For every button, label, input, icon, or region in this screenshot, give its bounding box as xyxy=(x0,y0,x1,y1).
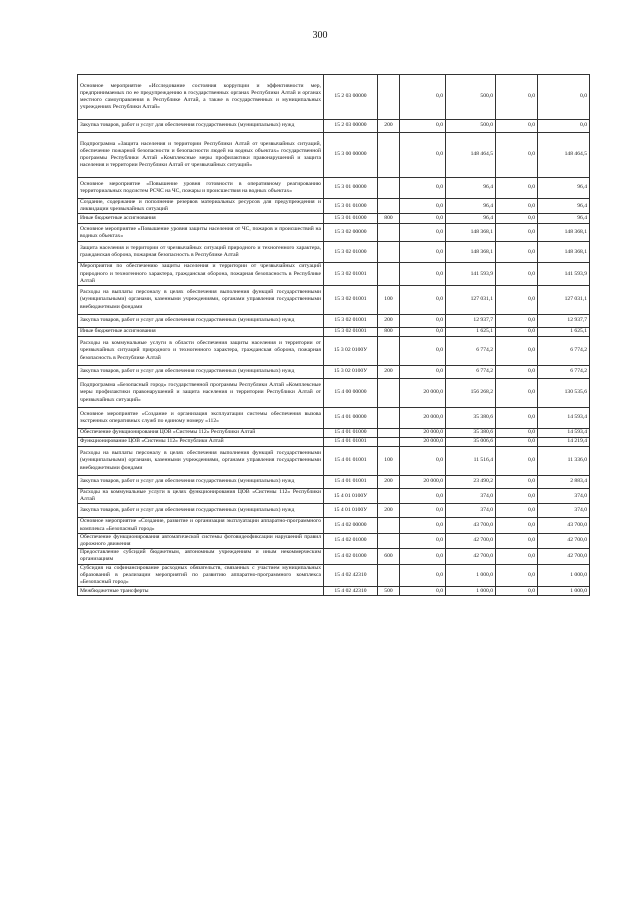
row-amount-1: 0,0 xyxy=(400,447,446,476)
row-amount-4: 141 593,9 xyxy=(538,263,590,286)
row-expense-type xyxy=(378,533,400,548)
row-amount-1: 0,0 xyxy=(400,242,446,263)
row-amount-3: 0,0 xyxy=(496,366,538,379)
row-expense-type xyxy=(378,242,400,263)
row-amount-2: 148 368,1 xyxy=(446,242,496,263)
row-name: Иные бюджетные ассигнования xyxy=(78,328,324,337)
row-amount-1: 0,0 xyxy=(400,178,446,199)
row-amount-3: 0,0 xyxy=(496,504,538,518)
row-amount-1: 0,0 xyxy=(400,199,446,214)
row-amount-1: 0,0 xyxy=(400,224,446,242)
row-amount-4: 1 625,1 xyxy=(538,328,590,337)
row-name: Закупка товаров, работ и услуг для обеспечения государственных (муниципальных) нужд xyxy=(78,476,324,489)
row-amount-2: 35 380,6 xyxy=(446,429,496,438)
table-row xyxy=(78,328,590,337)
row-amount-4: 0,0 xyxy=(538,120,590,133)
row-code: 15 3 02 01001 xyxy=(324,263,378,286)
row-expense-type: 200 xyxy=(378,120,400,133)
row-amount-3: 0,0 xyxy=(496,224,538,242)
row-amount-2: 148 464,5 xyxy=(446,133,496,178)
row-name: Функционирование ЦОВ «Системы 112» Республики Алтай xyxy=(78,438,324,447)
row-name: Основное мероприятие «Повышение уровня защиты населения от ЧС, пожаров и происшествий на водных объектах» xyxy=(78,224,324,242)
row-name: Основное мероприятие «Создание, развитие и организация эксплуатации аппаратно-программного комплекса «Безопасный город» xyxy=(78,518,324,533)
row-amount-4: 148 368,1 xyxy=(538,224,590,242)
row-amount-4: 96,4 xyxy=(538,199,590,214)
row-code: 15 4 02 01000 xyxy=(324,533,378,548)
table-row xyxy=(78,504,590,518)
row-amount-3: 0,0 xyxy=(496,447,538,476)
table-row xyxy=(78,286,590,315)
row-code: 15 4 01 01001 xyxy=(324,438,378,447)
row-amount-1: 0,0 xyxy=(400,328,446,337)
table-row xyxy=(78,199,590,214)
row-amount-3: 0,0 xyxy=(496,315,538,328)
row-amount-2: 374,0 xyxy=(446,489,496,504)
row-amount-3: 0,0 xyxy=(496,242,538,263)
row-amount-2: 1 000,0 xyxy=(446,564,496,587)
row-expense-type: 800 xyxy=(378,214,400,224)
row-name: Основное мероприятие «Исследование состояния коррупции и эффективности мер, предпринимаемых по ее предупреждению в государственных органах Республики Алтай и органах местного самоуправления в Республике Алтай, а также в государственных и муниципальных учреждениях Республики Алтай» xyxy=(78,75,324,120)
row-name: Создание, содержание и пополнение резервов материальных ресурсов для предупреждения и ликвидации чрезвычайных ситуаций xyxy=(78,199,324,214)
row-amount-1: 0,0 xyxy=(400,263,446,286)
row-amount-4: 1 000,0 xyxy=(538,564,590,587)
row-amount-3: 0,0 xyxy=(496,286,538,315)
row-code: 15 3 02 00000 xyxy=(324,224,378,242)
row-amount-1: 0,0 xyxy=(400,533,446,548)
table-row xyxy=(78,178,590,199)
row-expense-type: 800 xyxy=(378,328,400,337)
row-amount-2: 96,4 xyxy=(446,178,496,199)
row-amount-3: 0,0 xyxy=(496,429,538,438)
table-row xyxy=(78,242,590,263)
row-expense-type xyxy=(378,337,400,366)
row-name: Обеспечение функционирования ЦОВ «Системы 112» Республики Алтай xyxy=(78,429,324,438)
row-amount-2: 42 700,0 xyxy=(446,533,496,548)
row-amount-1: 0,0 xyxy=(400,504,446,518)
row-name: Закупка товаров, работ и услуг для обеспечения государственных (муниципальных) нужд xyxy=(78,315,324,328)
table-row xyxy=(78,408,590,429)
row-amount-4: 130 535,6 xyxy=(538,379,590,408)
row-amount-2: 35 380,6 xyxy=(446,408,496,429)
row-code: 15 4 01 01001 xyxy=(324,476,378,489)
row-name: Обеспечение функционирования автоматической системы фотовидеофиксации нарушений правил дорожного движения xyxy=(78,533,324,548)
row-name: Предоставление субсидий бюджетным, автономным учреждениям и иным некоммерческим организациям xyxy=(78,549,324,564)
row-amount-3: 0,0 xyxy=(496,549,538,564)
row-amount-2: 141 593,9 xyxy=(446,263,496,286)
row-amount-3: 0,0 xyxy=(496,533,538,548)
table-row xyxy=(78,133,590,178)
row-name: Подпрограмма «Защита населения и территории Республики Алтай от чрезвычайных ситуаций, обеспечение пожарной безопасности и безопасности людей на водных объектах» государственной программы Республики Алтай «Комплексные меры профилактики правонарушений и защита населения и территории Республики Алтай от чрезвычайных ситуаций» xyxy=(78,133,324,178)
row-code: 15 2 03 00000 xyxy=(324,120,378,133)
row-code: 15 4 01 01001 xyxy=(324,447,378,476)
row-amount-2: 374,0 xyxy=(446,504,496,518)
row-amount-3: 0,0 xyxy=(496,178,538,199)
row-expense-type xyxy=(378,408,400,429)
row-name: Основное мероприятие «Создание и организация эксплуатации системы обеспечения вызова экстренных оперативных служб по единому номеру «112» xyxy=(78,408,324,429)
row-code: 15 2 03 00000 xyxy=(324,75,378,120)
row-code: 15 3 02 0100У xyxy=(324,337,378,366)
row-code: 15 4 02 00000 xyxy=(324,518,378,533)
row-amount-4: 96,4 xyxy=(538,214,590,224)
row-amount-3: 0,0 xyxy=(496,75,538,120)
row-expense-type xyxy=(378,379,400,408)
row-code: 15 3 01 01000 xyxy=(324,199,378,214)
row-expense-type: 600 xyxy=(378,549,400,564)
row-amount-4: 14 219,4 xyxy=(538,438,590,447)
row-amount-1: 20 000,0 xyxy=(400,429,446,438)
row-name: Закупка товаров, работ и услуг для обеспечения государственных (муниципальных) нужд xyxy=(78,366,324,379)
row-code: 15 4 01 0100У xyxy=(324,489,378,504)
row-expense-type: 200 xyxy=(378,315,400,328)
row-amount-2: 6 774,2 xyxy=(446,337,496,366)
row-amount-1: 20 000,0 xyxy=(400,476,446,489)
row-name: Закупка товаров, работ и услуг для обеспечения государственных (муниципальных) нужд xyxy=(78,504,324,518)
table-row xyxy=(78,489,590,504)
table-row xyxy=(78,564,590,587)
table-row xyxy=(78,75,590,120)
row-amount-1: 0,0 xyxy=(400,587,446,596)
row-amount-4: 43 700,0 xyxy=(538,518,590,533)
table-row xyxy=(78,214,590,224)
table-row xyxy=(78,224,590,242)
row-code: 15 3 00 00000 xyxy=(324,133,378,178)
row-amount-1: 20 000,0 xyxy=(400,408,446,429)
row-amount-1: 0,0 xyxy=(400,564,446,587)
row-name: Расходы на коммунальные услуги в целях функционирования ЦОВ «Системы 112» Республики Алтай xyxy=(78,489,324,504)
row-amount-1: 0,0 xyxy=(400,337,446,366)
table-row xyxy=(78,587,590,596)
row-code: 15 3 02 0100У xyxy=(324,366,378,379)
row-amount-2: 156 268,2 xyxy=(446,379,496,408)
budget-table xyxy=(77,74,590,596)
row-expense-type xyxy=(378,75,400,120)
row-name: Подпрограмма «Безопасный город» государственной программы Республики Алтай «Комплексные меры профилактики правонарушений и защита населения и территории Республики Алтай от чрезвычайных ситуаций» xyxy=(78,379,324,408)
row-expense-type xyxy=(378,133,400,178)
row-amount-4: 42 700,0 xyxy=(538,549,590,564)
row-expense-type: 200 xyxy=(378,504,400,518)
row-code: 15 3 02 01001 xyxy=(324,315,378,328)
row-name: Расходы на выплаты персоналу в целях обеспечения выполнения функций государственными (муниципальными) органами, казенными учреждениями, органами управления государственными внебюджетными фондами xyxy=(78,447,324,476)
row-amount-2: 23 490,2 xyxy=(446,476,496,489)
table-row xyxy=(78,438,590,447)
row-expense-type xyxy=(378,429,400,438)
row-code: 15 4 02 42310 xyxy=(324,564,378,587)
row-amount-3: 0,0 xyxy=(496,263,538,286)
row-name: Иные бюджетные ассигнования xyxy=(78,214,324,224)
table-row xyxy=(78,518,590,533)
row-amount-2: 96,4 xyxy=(446,214,496,224)
table-row xyxy=(78,447,590,476)
row-code: 15 4 02 42310 xyxy=(324,587,378,596)
row-code: 15 3 01 00000 xyxy=(324,178,378,199)
row-amount-1: 0,0 xyxy=(400,75,446,120)
row-amount-1: 0,0 xyxy=(400,133,446,178)
row-expense-type xyxy=(378,224,400,242)
row-amount-2: 1 625,1 xyxy=(446,328,496,337)
row-amount-2: 500,0 xyxy=(446,120,496,133)
row-code: 15 4 00 00000 xyxy=(324,379,378,408)
row-amount-4: 1 000,0 xyxy=(538,587,590,596)
row-code: 15 3 02 01000 xyxy=(324,242,378,263)
row-code: 15 3 02 01001 xyxy=(324,328,378,337)
row-expense-type xyxy=(378,489,400,504)
row-name: Расходы на выплаты персоналу в целях обеспечения выполнения функций государственными (муниципальными) органами, казенными учреждениями, органами управления государственными внебюджетными фондами xyxy=(78,286,324,315)
row-code: 15 3 01 01000 xyxy=(324,214,378,224)
row-amount-1: 0,0 xyxy=(400,366,446,379)
row-name: Мероприятия по обеспечению защиты населения и территории от чрезвычайных ситуаций природного и техногенного характера, гражданская оборона, пожарная безопасность в Республике Алтай xyxy=(78,263,324,286)
row-expense-type xyxy=(378,199,400,214)
row-amount-1: 20 000,0 xyxy=(400,379,446,408)
row-amount-4: 127 031,1 xyxy=(538,286,590,315)
row-name: Межбюджетные трансферты xyxy=(78,587,324,596)
row-amount-4: 6 774,2 xyxy=(538,366,590,379)
row-amount-3: 0,0 xyxy=(496,379,538,408)
row-amount-2: 1 000,0 xyxy=(446,587,496,596)
row-amount-2: 42 700,0 xyxy=(446,549,496,564)
row-amount-2: 12 937,7 xyxy=(446,315,496,328)
row-name: Основное мероприятие «Повышение уровня готовности в оперативному реагированию территориальных подсистем РСЧС на ЧС, пожары и происшествия на водных объектах» xyxy=(78,178,324,199)
table-row xyxy=(78,263,590,286)
budget-table-body xyxy=(78,75,590,596)
row-amount-4: 42 700,0 xyxy=(538,533,590,548)
row-amount-4: 374,0 xyxy=(538,504,590,518)
row-name: Закупка товаров, работ и услуг для обеспечения государственных (муниципальных) нужд xyxy=(78,120,324,133)
row-amount-4: 374,0 xyxy=(538,489,590,504)
row-amount-4: 2 883,4 xyxy=(538,476,590,489)
row-amount-3: 0,0 xyxy=(496,489,538,504)
table-row xyxy=(78,476,590,489)
row-amount-1: 0,0 xyxy=(400,315,446,328)
row-code: 15 4 01 00000 xyxy=(324,408,378,429)
row-amount-4: 148 464,5 xyxy=(538,133,590,178)
row-amount-1: 20 000,0 xyxy=(400,438,446,447)
row-expense-type xyxy=(378,438,400,447)
row-amount-2: 500,0 xyxy=(446,75,496,120)
table-row xyxy=(78,429,590,438)
row-amount-3: 0,0 xyxy=(496,337,538,366)
row-amount-1: 0,0 xyxy=(400,518,446,533)
row-code: 15 4 01 01000 xyxy=(324,429,378,438)
row-amount-4: 14 593,4 xyxy=(538,408,590,429)
row-expense-type: 100 xyxy=(378,286,400,315)
row-amount-3: 0,0 xyxy=(496,214,538,224)
row-expense-type xyxy=(378,263,400,286)
row-amount-2: 127 031,1 xyxy=(446,286,496,315)
row-amount-1: 0,0 xyxy=(400,549,446,564)
row-name: Субсидия на софинансирование расходных обязательств, связанных с участием муниципальных образований в реализации мероприятий по развитию аппаратно-программного комплекса «Безопасный город» xyxy=(78,564,324,587)
row-amount-2: 35 006,6 xyxy=(446,438,496,447)
table-row xyxy=(78,533,590,548)
row-amount-1: 0,0 xyxy=(400,120,446,133)
page-number: 300 xyxy=(312,30,328,41)
row-amount-2: 148 368,1 xyxy=(446,224,496,242)
row-amount-2: 43 700,0 xyxy=(446,518,496,533)
row-amount-3: 0,0 xyxy=(496,199,538,214)
row-amount-4: 0,0 xyxy=(538,75,590,120)
table-row xyxy=(78,337,590,366)
row-expense-type: 200 xyxy=(378,366,400,379)
table-row xyxy=(78,549,590,564)
row-amount-4: 11 336,0 xyxy=(538,447,590,476)
row-amount-3: 0,0 xyxy=(496,587,538,596)
row-amount-3: 0,0 xyxy=(496,476,538,489)
row-expense-type: 200 xyxy=(378,476,400,489)
row-amount-2: 6 774,2 xyxy=(446,366,496,379)
row-code: 15 4 02 01000 xyxy=(324,549,378,564)
row-amount-4: 12 937,7 xyxy=(538,315,590,328)
row-expense-type xyxy=(378,518,400,533)
row-amount-2: 11 516,4 xyxy=(446,447,496,476)
row-amount-2: 96,4 xyxy=(446,199,496,214)
row-expense-type xyxy=(378,178,400,199)
row-amount-4: 96,4 xyxy=(538,178,590,199)
row-expense-type: 500 xyxy=(378,587,400,596)
row-amount-3: 0,0 xyxy=(496,518,538,533)
row-expense-type: 100 xyxy=(378,447,400,476)
row-amount-1: 0,0 xyxy=(400,489,446,504)
table-row xyxy=(78,366,590,379)
row-amount-4: 14 593,4 xyxy=(538,429,590,438)
row-amount-3: 0,0 xyxy=(496,328,538,337)
row-name: Расходы на коммунальные услуги в области обеспечения защиты населения и территории от чрезвычайных ситуаций природного и техногенного характера, гражданская оборона, пожарная безопасность в Республике Алтай xyxy=(78,337,324,366)
row-name: Защита населения и территории от чрезвычайных ситуаций природного и техногенного характера, гражданская оборона, пожарная безопасность в Республике Алтай xyxy=(78,242,324,263)
row-amount-3: 0,0 xyxy=(496,133,538,178)
row-code: 15 3 02 01001 xyxy=(324,286,378,315)
table-row xyxy=(78,315,590,328)
row-amount-3: 0,0 xyxy=(496,408,538,429)
row-amount-4: 148 368,1 xyxy=(538,242,590,263)
row-amount-3: 0,0 xyxy=(496,564,538,587)
row-amount-1: 0,0 xyxy=(400,214,446,224)
row-code: 15 4 01 0100У xyxy=(324,504,378,518)
row-amount-3: 0,0 xyxy=(496,438,538,447)
table-row xyxy=(78,379,590,408)
row-amount-4: 6 774,2 xyxy=(538,337,590,366)
row-amount-1: 0,0 xyxy=(400,286,446,315)
row-amount-3: 0,0 xyxy=(496,120,538,133)
table-row xyxy=(78,120,590,133)
row-expense-type xyxy=(378,564,400,587)
